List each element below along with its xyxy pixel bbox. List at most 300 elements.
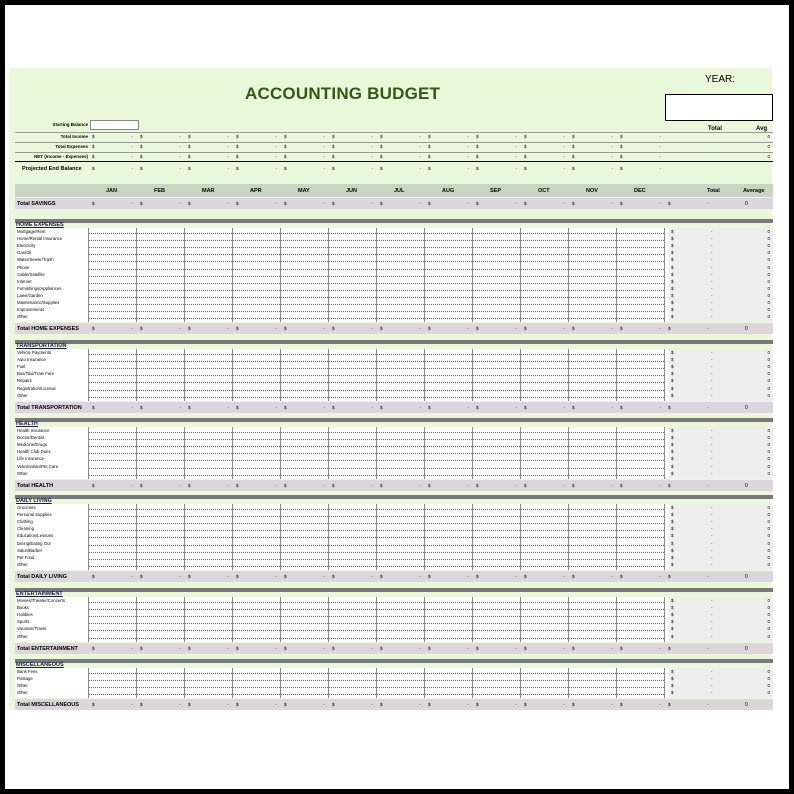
line-item-input[interactable] xyxy=(329,370,376,376)
line-item-input[interactable] xyxy=(521,561,568,567)
line-item-input[interactable] xyxy=(473,256,520,262)
line-item-input[interactable] xyxy=(137,370,184,376)
line-item-input[interactable] xyxy=(233,427,280,433)
line-item-input[interactable] xyxy=(185,689,232,695)
line-item-input[interactable] xyxy=(473,682,520,688)
line-item-input[interactable] xyxy=(329,356,376,362)
line-item-input[interactable] xyxy=(617,668,664,674)
line-item-input[interactable] xyxy=(137,306,184,312)
line-item-input[interactable] xyxy=(473,470,520,476)
line-item-input[interactable] xyxy=(329,547,376,553)
line-item-input[interactable] xyxy=(281,242,328,248)
line-item-input[interactable] xyxy=(233,434,280,440)
line-item-input[interactable] xyxy=(137,668,184,674)
starting-balance-input[interactable] xyxy=(90,120,139,130)
line-item-input[interactable] xyxy=(617,633,664,639)
line-item-input[interactable] xyxy=(329,561,376,567)
line-item-input[interactable] xyxy=(425,271,472,277)
line-item-input[interactable] xyxy=(233,689,280,695)
line-item-input[interactable] xyxy=(425,242,472,248)
line-item-input[interactable] xyxy=(329,441,376,447)
line-item-input[interactable] xyxy=(617,249,664,255)
line-item-input[interactable] xyxy=(281,540,328,546)
line-item-input[interactable] xyxy=(521,675,568,681)
line-item-input[interactable] xyxy=(617,242,664,248)
line-item-input[interactable] xyxy=(377,313,424,319)
line-item-input[interactable] xyxy=(521,470,568,476)
line-item-input[interactable] xyxy=(281,682,328,688)
line-item-input[interactable] xyxy=(329,427,376,433)
line-item-input[interactable] xyxy=(377,625,424,631)
line-item-input[interactable] xyxy=(377,370,424,376)
line-item-input[interactable] xyxy=(329,675,376,681)
line-item-input[interactable] xyxy=(569,668,616,674)
line-item-input[interactable] xyxy=(89,427,136,433)
line-item-input[interactable] xyxy=(473,264,520,270)
line-item-input[interactable] xyxy=(617,228,664,234)
line-item-input[interactable] xyxy=(329,470,376,476)
line-item-input[interactable] xyxy=(425,427,472,433)
line-item-input[interactable] xyxy=(377,554,424,560)
line-item-input[interactable] xyxy=(233,242,280,248)
line-item-input[interactable] xyxy=(281,356,328,362)
line-item-input[interactable] xyxy=(329,455,376,461)
line-item-input[interactable] xyxy=(377,668,424,674)
line-item-input[interactable] xyxy=(233,504,280,510)
line-item-input[interactable] xyxy=(233,668,280,674)
line-item-input[interactable] xyxy=(281,292,328,298)
line-item-input[interactable] xyxy=(569,349,616,355)
line-item-input[interactable] xyxy=(377,689,424,695)
line-item-input[interactable] xyxy=(281,249,328,255)
line-item-input[interactable] xyxy=(569,363,616,369)
line-item-input[interactable] xyxy=(617,448,664,454)
line-item-input[interactable] xyxy=(425,285,472,291)
line-item-input[interactable] xyxy=(473,370,520,376)
line-item-input[interactable] xyxy=(281,547,328,553)
line-item-input[interactable] xyxy=(137,554,184,560)
line-item-input[interactable] xyxy=(569,249,616,255)
line-item-input[interactable] xyxy=(617,547,664,553)
line-item-input[interactable] xyxy=(89,547,136,553)
line-item-input[interactable] xyxy=(569,441,616,447)
line-item-input[interactable] xyxy=(425,611,472,617)
line-item-input[interactable] xyxy=(89,271,136,277)
line-item-input[interactable] xyxy=(617,561,664,567)
line-item-input[interactable] xyxy=(233,675,280,681)
line-item-input[interactable] xyxy=(329,525,376,531)
line-item-input[interactable] xyxy=(233,540,280,546)
line-item-input[interactable] xyxy=(329,540,376,546)
line-item-input[interactable] xyxy=(185,306,232,312)
line-item-input[interactable] xyxy=(425,441,472,447)
line-item-input[interactable] xyxy=(425,377,472,383)
line-item-input[interactable] xyxy=(569,611,616,617)
line-item-input[interactable] xyxy=(281,264,328,270)
line-item-input[interactable] xyxy=(569,511,616,517)
line-item-input[interactable] xyxy=(377,597,424,603)
line-item-input[interactable] xyxy=(233,278,280,284)
line-item-input[interactable] xyxy=(89,278,136,284)
line-item-input[interactable] xyxy=(233,554,280,560)
line-item-input[interactable] xyxy=(233,525,280,531)
line-item-input[interactable] xyxy=(137,427,184,433)
line-item-input[interactable] xyxy=(329,611,376,617)
line-item-input[interactable] xyxy=(89,597,136,603)
line-item-input[interactable] xyxy=(89,554,136,560)
line-item-input[interactable] xyxy=(425,675,472,681)
line-item-input[interactable] xyxy=(473,385,520,391)
line-item-input[interactable] xyxy=(569,285,616,291)
line-item-input[interactable] xyxy=(281,235,328,241)
line-item-input[interactable] xyxy=(89,264,136,270)
line-item-input[interactable] xyxy=(617,392,664,398)
line-item-input[interactable] xyxy=(425,547,472,553)
line-item-input[interactable] xyxy=(89,561,136,567)
line-item-input[interactable] xyxy=(569,299,616,305)
line-item-input[interactable] xyxy=(281,675,328,681)
line-item-input[interactable] xyxy=(329,249,376,255)
line-item-input[interactable] xyxy=(521,604,568,610)
line-item-input[interactable] xyxy=(137,540,184,546)
line-item-input[interactable] xyxy=(233,370,280,376)
line-item-input[interactable] xyxy=(185,299,232,305)
line-item-input[interactable] xyxy=(185,313,232,319)
line-item-input[interactable] xyxy=(521,532,568,538)
line-item-input[interactable] xyxy=(89,313,136,319)
line-item-input[interactable] xyxy=(137,256,184,262)
line-item-input[interactable] xyxy=(425,264,472,270)
line-item-input[interactable] xyxy=(137,299,184,305)
line-item-input[interactable] xyxy=(137,604,184,610)
line-item-input[interactable] xyxy=(281,427,328,433)
line-item-input[interactable] xyxy=(137,682,184,688)
line-item-input[interactable] xyxy=(377,611,424,617)
line-item-input[interactable] xyxy=(329,618,376,624)
line-item-input[interactable] xyxy=(89,363,136,369)
line-item-input[interactable] xyxy=(617,504,664,510)
line-item-input[interactable] xyxy=(233,349,280,355)
line-item-input[interactable] xyxy=(329,682,376,688)
line-item-input[interactable] xyxy=(473,554,520,560)
line-item-input[interactable] xyxy=(281,504,328,510)
line-item-input[interactable] xyxy=(521,385,568,391)
line-item-input[interactable] xyxy=(473,540,520,546)
line-item-input[interactable] xyxy=(329,256,376,262)
line-item-input[interactable] xyxy=(233,611,280,617)
line-item-input[interactable] xyxy=(185,249,232,255)
line-item-input[interactable] xyxy=(425,235,472,241)
line-item-input[interactable] xyxy=(137,597,184,603)
line-item-input[interactable] xyxy=(137,285,184,291)
line-item-input[interactable] xyxy=(569,604,616,610)
line-item-input[interactable] xyxy=(569,682,616,688)
line-item-input[interactable] xyxy=(329,385,376,391)
line-item-input[interactable] xyxy=(377,363,424,369)
line-item-input[interactable] xyxy=(521,264,568,270)
line-item-input[interactable] xyxy=(377,349,424,355)
line-item-input[interactable] xyxy=(185,377,232,383)
line-item-input[interactable] xyxy=(137,385,184,391)
line-item-input[interactable] xyxy=(473,427,520,433)
line-item-input[interactable] xyxy=(137,618,184,624)
line-item-input[interactable] xyxy=(281,625,328,631)
line-item-input[interactable] xyxy=(137,278,184,284)
line-item-input[interactable] xyxy=(617,349,664,355)
line-item-input[interactable] xyxy=(329,625,376,631)
line-item-input[interactable] xyxy=(137,242,184,248)
line-item-input[interactable] xyxy=(569,271,616,277)
line-item-input[interactable] xyxy=(329,434,376,440)
line-item-input[interactable] xyxy=(329,292,376,298)
line-item-input[interactable] xyxy=(617,511,664,517)
line-item-input[interactable] xyxy=(473,292,520,298)
line-item-input[interactable] xyxy=(233,256,280,262)
line-item-input[interactable] xyxy=(473,625,520,631)
line-item-input[interactable] xyxy=(329,299,376,305)
line-item-input[interactable] xyxy=(185,285,232,291)
line-item-input[interactable] xyxy=(89,470,136,476)
line-item-input[interactable] xyxy=(617,463,664,469)
line-item-input[interactable] xyxy=(569,256,616,262)
line-item-input[interactable] xyxy=(185,242,232,248)
line-item-input[interactable] xyxy=(137,547,184,553)
line-item-input[interactable] xyxy=(569,306,616,312)
line-item-input[interactable] xyxy=(521,249,568,255)
line-item-input[interactable] xyxy=(425,299,472,305)
line-item-input[interactable] xyxy=(89,633,136,639)
line-item-input[interactable] xyxy=(473,597,520,603)
line-item-input[interactable] xyxy=(137,561,184,567)
line-item-input[interactable] xyxy=(137,518,184,524)
line-item-input[interactable] xyxy=(89,448,136,454)
line-item-input[interactable] xyxy=(473,604,520,610)
line-item-input[interactable] xyxy=(185,540,232,546)
line-item-input[interactable] xyxy=(521,611,568,617)
line-item-input[interactable] xyxy=(617,470,664,476)
line-item-input[interactable] xyxy=(473,547,520,553)
line-item-input[interactable] xyxy=(377,392,424,398)
year-input[interactable] xyxy=(665,94,773,121)
line-item-input[interactable] xyxy=(521,682,568,688)
line-item-input[interactable] xyxy=(233,271,280,277)
line-item-input[interactable] xyxy=(473,242,520,248)
line-item-input[interactable] xyxy=(473,349,520,355)
line-item-input[interactable] xyxy=(233,511,280,517)
line-item-input[interactable] xyxy=(377,278,424,284)
line-item-input[interactable] xyxy=(377,518,424,524)
line-item-input[interactable] xyxy=(233,448,280,454)
line-item-input[interactable] xyxy=(425,356,472,362)
line-item-input[interactable] xyxy=(377,504,424,510)
line-item-input[interactable] xyxy=(521,313,568,319)
line-item-input[interactable] xyxy=(377,271,424,277)
line-item-input[interactable] xyxy=(617,611,664,617)
line-item-input[interactable] xyxy=(89,540,136,546)
line-item-input[interactable] xyxy=(425,370,472,376)
line-item-input[interactable] xyxy=(425,682,472,688)
line-item-input[interactable] xyxy=(569,470,616,476)
line-item-input[interactable] xyxy=(521,306,568,312)
line-item-input[interactable] xyxy=(329,511,376,517)
line-item-input[interactable] xyxy=(233,441,280,447)
line-item-input[interactable] xyxy=(89,668,136,674)
line-item-input[interactable] xyxy=(377,306,424,312)
line-item-input[interactable] xyxy=(377,561,424,567)
line-item-input[interactable] xyxy=(569,689,616,695)
line-item-input[interactable] xyxy=(185,518,232,524)
line-item-input[interactable] xyxy=(569,356,616,362)
line-item-input[interactable] xyxy=(473,306,520,312)
line-item-input[interactable] xyxy=(617,597,664,603)
line-item-input[interactable] xyxy=(425,532,472,538)
line-item-input[interactable] xyxy=(281,554,328,560)
line-item-input[interactable] xyxy=(425,249,472,255)
line-item-input[interactable] xyxy=(569,625,616,631)
line-item-input[interactable] xyxy=(281,370,328,376)
line-item-input[interactable] xyxy=(617,540,664,546)
line-item-input[interactable] xyxy=(617,455,664,461)
line-item-input[interactable] xyxy=(569,525,616,531)
line-item-input[interactable] xyxy=(377,633,424,639)
line-item-input[interactable] xyxy=(281,633,328,639)
line-item-input[interactable] xyxy=(329,313,376,319)
line-item-input[interactable] xyxy=(233,292,280,298)
line-item-input[interactable] xyxy=(521,392,568,398)
line-item-input[interactable] xyxy=(569,597,616,603)
line-item-input[interactable] xyxy=(329,349,376,355)
line-item-input[interactable] xyxy=(329,242,376,248)
line-item-input[interactable] xyxy=(377,242,424,248)
line-item-input[interactable] xyxy=(521,434,568,440)
line-item-input[interactable] xyxy=(89,604,136,610)
line-item-input[interactable] xyxy=(569,547,616,553)
line-item-input[interactable] xyxy=(425,455,472,461)
line-item-input[interactable] xyxy=(137,504,184,510)
line-item-input[interactable] xyxy=(185,427,232,433)
line-item-input[interactable] xyxy=(89,292,136,298)
line-item-input[interactable] xyxy=(281,313,328,319)
line-item-input[interactable] xyxy=(377,292,424,298)
line-item-input[interactable] xyxy=(617,525,664,531)
line-item-input[interactable] xyxy=(329,448,376,454)
line-item-input[interactable] xyxy=(473,675,520,681)
line-item-input[interactable] xyxy=(569,633,616,639)
line-item-input[interactable] xyxy=(425,434,472,440)
line-item-input[interactable] xyxy=(281,228,328,234)
line-item-input[interactable] xyxy=(329,689,376,695)
line-item-input[interactable] xyxy=(569,675,616,681)
line-item-input[interactable] xyxy=(425,448,472,454)
line-item-input[interactable] xyxy=(281,561,328,567)
line-item-input[interactable] xyxy=(329,235,376,241)
line-item-input[interactable] xyxy=(569,455,616,461)
line-item-input[interactable] xyxy=(185,264,232,270)
line-item-input[interactable] xyxy=(185,504,232,510)
line-item-input[interactable] xyxy=(185,356,232,362)
line-item-input[interactable] xyxy=(377,356,424,362)
line-item-input[interactable] xyxy=(617,441,664,447)
line-item-input[interactable] xyxy=(233,518,280,524)
line-item-input[interactable] xyxy=(617,278,664,284)
line-item-input[interactable] xyxy=(281,448,328,454)
line-item-input[interactable] xyxy=(473,511,520,517)
line-item-input[interactable] xyxy=(185,455,232,461)
line-item-input[interactable] xyxy=(473,633,520,639)
line-item-input[interactable] xyxy=(89,682,136,688)
line-item-input[interactable] xyxy=(617,271,664,277)
line-item-input[interactable] xyxy=(425,604,472,610)
line-item-input[interactable] xyxy=(185,228,232,234)
line-item-input[interactable] xyxy=(377,618,424,624)
line-item-input[interactable] xyxy=(521,292,568,298)
line-item-input[interactable] xyxy=(473,689,520,695)
line-item-input[interactable] xyxy=(425,518,472,524)
line-item-input[interactable] xyxy=(425,689,472,695)
line-item-input[interactable] xyxy=(185,682,232,688)
line-item-input[interactable] xyxy=(233,470,280,476)
line-item-input[interactable] xyxy=(137,363,184,369)
line-item-input[interactable] xyxy=(329,597,376,603)
line-item-input[interactable] xyxy=(521,363,568,369)
line-item-input[interactable] xyxy=(473,618,520,624)
line-item-input[interactable] xyxy=(89,511,136,517)
line-item-input[interactable] xyxy=(473,285,520,291)
line-item-input[interactable] xyxy=(185,633,232,639)
line-item-input[interactable] xyxy=(137,292,184,298)
line-item-input[interactable] xyxy=(89,228,136,234)
line-item-input[interactable] xyxy=(281,299,328,305)
line-item-input[interactable] xyxy=(473,228,520,234)
line-item-input[interactable] xyxy=(281,597,328,603)
line-item-input[interactable] xyxy=(281,689,328,695)
line-item-input[interactable] xyxy=(233,532,280,538)
line-item-input[interactable] xyxy=(521,554,568,560)
line-item-input[interactable] xyxy=(281,463,328,469)
line-item-input[interactable] xyxy=(185,611,232,617)
line-item-input[interactable] xyxy=(617,292,664,298)
line-item-input[interactable] xyxy=(569,618,616,624)
line-item-input[interactable] xyxy=(137,434,184,440)
line-item-input[interactable] xyxy=(233,363,280,369)
line-item-input[interactable] xyxy=(617,264,664,270)
line-item-input[interactable] xyxy=(617,235,664,241)
line-item-input[interactable] xyxy=(281,611,328,617)
line-item-input[interactable] xyxy=(617,434,664,440)
line-item-input[interactable] xyxy=(377,299,424,305)
line-item-input[interactable] xyxy=(137,228,184,234)
line-item-input[interactable] xyxy=(473,463,520,469)
line-item-input[interactable] xyxy=(617,313,664,319)
line-item-input[interactable] xyxy=(281,349,328,355)
line-item-input[interactable] xyxy=(137,611,184,617)
line-item-input[interactable] xyxy=(473,434,520,440)
line-item-input[interactable] xyxy=(281,470,328,476)
line-item-input[interactable] xyxy=(89,525,136,531)
line-item-input[interactable] xyxy=(473,441,520,447)
line-item-input[interactable] xyxy=(281,377,328,383)
line-item-input[interactable] xyxy=(569,385,616,391)
line-item-input[interactable] xyxy=(425,385,472,391)
line-item-input[interactable] xyxy=(185,597,232,603)
line-item-input[interactable] xyxy=(521,668,568,674)
line-item-input[interactable] xyxy=(89,306,136,312)
line-item-input[interactable] xyxy=(137,689,184,695)
line-item-input[interactable] xyxy=(425,561,472,567)
line-item-input[interactable] xyxy=(185,392,232,398)
line-item-input[interactable] xyxy=(329,463,376,469)
line-item-input[interactable] xyxy=(617,604,664,610)
